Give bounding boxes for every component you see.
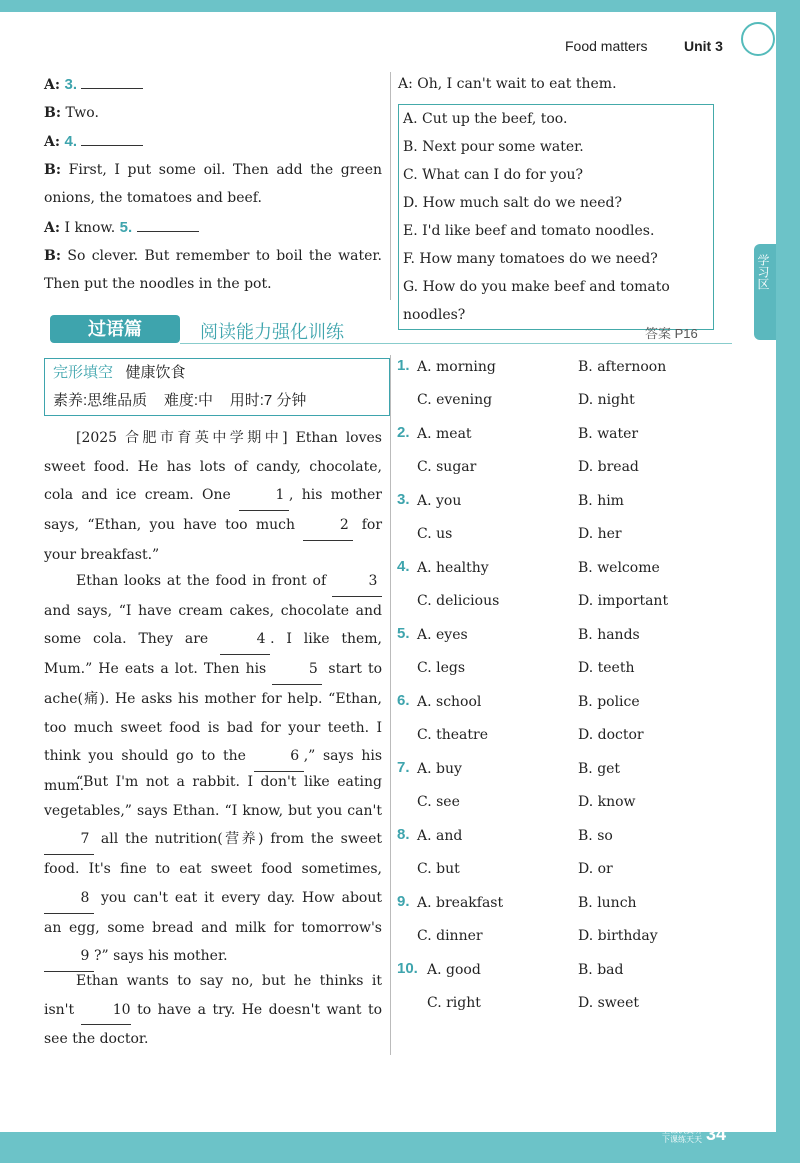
dialogue-line-2: B: Two. (44, 105, 99, 121)
option-d: D. How much salt do we need? (403, 195, 622, 211)
question-number: 6. (397, 692, 410, 709)
option-d-choice[interactable]: D. know (578, 794, 636, 810)
option-c-choice[interactable]: C. theatre (417, 727, 488, 743)
option-b-choice[interactable]: B. water (578, 426, 639, 442)
option-a: A. Cut up the beef, too. (403, 111, 568, 127)
dialogue-line-1: A: 3. (44, 71, 382, 99)
option-c-choice[interactable]: C. but (417, 861, 460, 877)
footer-motto: 上课认真听 下课练天天 (662, 1126, 702, 1144)
option-c-choice[interactable]: C. see (417, 794, 460, 810)
question-number: 3. (397, 491, 410, 508)
option-b-choice[interactable]: B. so (578, 828, 613, 844)
option-a-choice[interactable]: A. you (417, 493, 462, 509)
question-number: 7. (397, 759, 410, 776)
right-border (776, 0, 800, 1163)
passage-blank[interactable]: 1 (239, 481, 289, 511)
passage-blank[interactable]: 6 (254, 742, 304, 772)
dialogue-line-6: B: So clever. But remember to boil the water. Then put the noodles in the pot. (44, 248, 382, 292)
option-a-choice[interactable]: A. healthy (417, 560, 489, 576)
section-title: 过语篇 (50, 315, 180, 343)
question-number: 1. (397, 357, 410, 374)
option-b-choice[interactable]: B. welcome (578, 560, 660, 576)
question-number: 9. (397, 893, 410, 910)
option-b-choice[interactable]: B. afternoon (578, 359, 667, 375)
option-b-choice[interactable]: B. lunch (578, 895, 637, 911)
question-number: 4. (397, 558, 410, 575)
passage-paragraph-4: Ethan wants to say no, but he thinks it isn't 10 to have a try. He doesn't want to see the doctor. (44, 973, 382, 1048)
passage-blank[interactable]: 7 (44, 825, 94, 855)
info-type: 完形填空 (53, 364, 114, 381)
dialogue-end: A: Oh, I can't wait to eat them. (398, 76, 617, 92)
dialogue-line-4: B: First, I put some oil. Then add the green onions, the tomatoes and beef. (44, 162, 382, 206)
banner-divider (180, 343, 732, 344)
option-d-choice[interactable]: D. birthday (578, 928, 658, 944)
option-f: F. How many tomatoes do we need? (403, 251, 658, 267)
option-a-choice[interactable]: A. buy (417, 761, 462, 777)
option-c: C. What can I do for you? (403, 167, 584, 183)
passage-blank[interactable]: 9 (44, 942, 94, 972)
answer-blank[interactable] (137, 217, 199, 232)
option-c-choice[interactable]: C. legs (417, 660, 466, 676)
option-b-choice[interactable]: B. him (578, 493, 624, 509)
header-unit: Unit 3 (684, 38, 723, 54)
option-c-choice[interactable]: C. right (427, 995, 481, 1011)
question-number: 10. (397, 960, 418, 977)
option-a-choice[interactable]: A. breakfast (417, 895, 504, 911)
dialogue-line-3: A: 4. (44, 128, 382, 156)
option-b-choice[interactable]: B. police (578, 694, 640, 710)
option-c-choice[interactable]: C. sugar (417, 459, 477, 475)
page-number: 34 (706, 1124, 727, 1144)
question-number: 5. (397, 625, 410, 642)
option-c-choice[interactable]: C. evening (417, 392, 493, 408)
option-c-choice[interactable]: C. dinner (417, 928, 483, 944)
option-d-choice[interactable]: D. her (578, 526, 622, 542)
option-d-choice[interactable]: D. teeth (578, 660, 635, 676)
passage-blank[interactable]: 10 (81, 996, 131, 1026)
passage-paragraph-3: “But I'm not a rabbit. I don't like eating vegetables,” says Ethan. “I know, but you can't 7 all the nutrition(营养) from the sweet food. It's fine to eat sweet food sometimes, 8 you can't eat it every day. How about an egg, some bread and milk for tomorrow's 9 ?” says his mother. (44, 768, 382, 972)
header-title: Food matters (565, 38, 648, 54)
option-a-choice[interactable]: A. school (417, 694, 482, 710)
passage-blank[interactable]: 3 (332, 567, 382, 597)
passage-paragraph-2: Ethan looks at the food in front of 3 and says, “I have cream cakes, chocolate and some cola. They are 4 . I like them, Mum.” He eats a lot. Then his 5 start to ache(痛). He asks his mother for help. “Ethan, too much sweet food is bad for your teeth. I think you should go to the 6 ,” says his mum. (44, 567, 382, 801)
passage-blank[interactable]: 8 (44, 884, 94, 914)
option-g: G. How do you make beef and tomato noodles? (403, 279, 670, 323)
option-b: B. Next pour some water. (403, 139, 584, 155)
options-box (398, 104, 714, 330)
top-border (0, 0, 800, 12)
option-a-choice[interactable]: A. meat (417, 426, 472, 442)
column-divider (390, 72, 391, 300)
column-divider-2 (390, 355, 391, 1055)
question-number: 2. (397, 424, 410, 441)
side-tab[interactable] (754, 244, 776, 340)
passage-blank[interactable]: 5 (272, 655, 322, 685)
option-a-choice[interactable]: A. eyes (417, 627, 468, 643)
option-b-choice[interactable]: B. get (578, 761, 621, 777)
answer-blank[interactable] (81, 131, 143, 146)
option-d-choice[interactable]: D. sweet (578, 995, 639, 1011)
option-b-choice[interactable]: B. bad (578, 962, 624, 978)
option-d-choice[interactable]: D. doctor (578, 727, 644, 743)
option-d-choice[interactable]: D. important (578, 593, 669, 609)
option-a-choice[interactable]: A. good (427, 962, 481, 978)
passage-blank[interactable]: 2 (303, 511, 353, 541)
answer-blank[interactable] (81, 74, 143, 89)
option-b-choice[interactable]: B. hands (578, 627, 640, 643)
option-d-choice[interactable]: D. bread (578, 459, 639, 475)
option-c-choice[interactable]: C. us (417, 526, 453, 542)
passage-paragraph-1: [2025 合肥市育英中学期中] Ethan loves sweet food. He has lots of candy, chocolate, cola and ice cream. One 1 , his mother says, “Ethan, you have too much 2 for your breakfast.” (44, 430, 383, 563)
question-number: 8. (397, 826, 410, 843)
info-box: 完形填空 健康饮食 素养:思维品质 难度:中 用时:7 分钟 (44, 358, 390, 416)
option-c-choice[interactable]: C. delicious (417, 593, 500, 609)
option-a-choice[interactable]: A. morning (417, 359, 496, 375)
section-subtitle: 阅读能力强化训练 (200, 322, 344, 342)
side-tab-label: 学习区 (756, 254, 770, 290)
passage-blank[interactable]: 4 (220, 625, 270, 655)
option-e: E. I'd like beef and tomato noodles. (403, 223, 655, 239)
option-d-choice[interactable]: D. or (578, 861, 613, 877)
mascot-icon (741, 22, 775, 56)
option-d-choice[interactable]: D. night (578, 392, 635, 408)
answer-reference[interactable]: 答案 P16 (645, 326, 698, 341)
option-a-choice[interactable]: A. and (417, 828, 463, 844)
dialogue-line-5: A: I know. 5. (44, 214, 382, 242)
info-topic: 健康饮食 (125, 364, 186, 381)
